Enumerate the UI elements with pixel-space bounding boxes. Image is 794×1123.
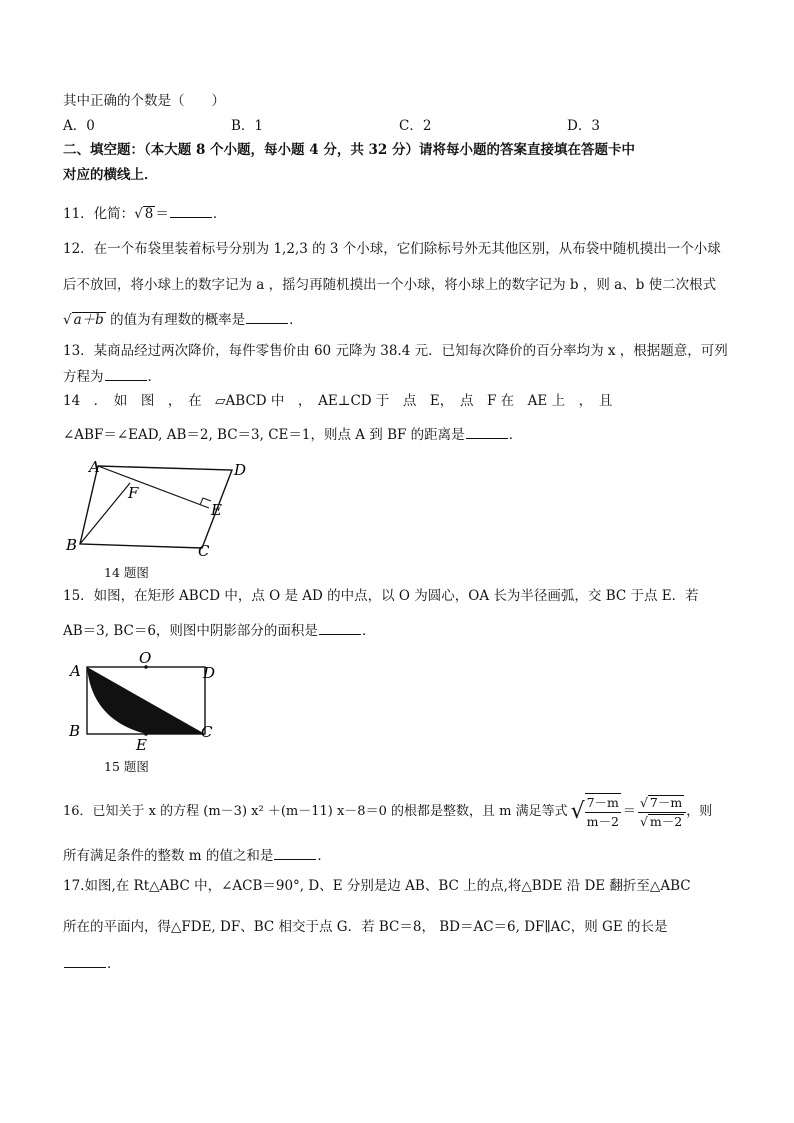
label-d: D <box>234 461 247 479</box>
q12-line2: 后不放回，将小球上的数字记为 a ，摇匀再随机摸出一个小球，将小球上的数字记为 b ，则 a、b 使二次根式 <box>63 277 717 293</box>
q16-text: 16．已知关于 x 的方程 (m－3) x² ＋(m－11) x－8＝0 的根都是整数，且 m 满足等式 <box>63 804 568 819</box>
q17-line1: 17.如图,在 Rt△ABC 中，∠ACB＝90°, D、E 分别是边 AB、BC 上的点,将△BDE 沿 DE 翻折至△ABC <box>63 878 691 894</box>
q11-end: ． <box>212 206 227 222</box>
q13-text: 方程为 <box>63 369 104 385</box>
label-c: C <box>198 542 210 560</box>
sqrt-symbol: √ <box>570 799 585 824</box>
q15-figure <box>62 648 227 756</box>
answer-blank[interactable] <box>170 203 212 218</box>
label-a: A <box>89 458 100 476</box>
q16-end: ． <box>317 848 331 864</box>
q16-sqrt-numerator: √ 7－m <box>638 794 686 813</box>
q11 <box>63 203 226 223</box>
q10-option-a: A．0 <box>63 118 95 134</box>
q16-denominator-radicand: m－2 <box>649 813 683 829</box>
label-b: B <box>66 536 78 554</box>
label-d: D <box>203 664 216 682</box>
q14-figure <box>62 452 252 564</box>
q16-equals: ＝ <box>622 804 636 819</box>
q15-text: AB＝3, BC＝6，则图中阴影部分的面积是 <box>63 623 318 639</box>
q13-line1: 13．某商品经过两次降价，每件零售价由 60 元降为 38.4 元．已知每次降价的百分率均为 x ，根据题意，可列 <box>63 343 728 359</box>
q12-radicand: a＋b <box>73 312 104 328</box>
q16-fraction-right <box>638 794 686 831</box>
q10-option-b: B．1 <box>231 118 264 134</box>
q14-line2 <box>63 424 522 444</box>
label-e: E <box>136 736 147 754</box>
q13-end: ． <box>147 369 161 385</box>
q11-equals: ＝ <box>155 206 169 222</box>
q11-prefix: 11．化简： <box>63 206 135 222</box>
q14-text: ∠ABF＝∠EAD, AB＝2, BC＝3, CE＝1，则点 A 到 BF 的距离是 <box>63 427 465 443</box>
q16-text-end: ，则 <box>686 804 713 819</box>
q10-stem: 其中正确的个数是（ ） <box>63 93 225 109</box>
answer-blank[interactable] <box>466 424 508 439</box>
q12-line1: 12．在一个布袋里装着标号分别为 1,2,3 的 3 个小球，它们除标号外无其他区别，从布袋中随机摸出一个小球 <box>63 241 721 257</box>
answer-blank[interactable] <box>246 309 288 324</box>
label-a: A <box>70 662 81 680</box>
section2-heading: 二、填空题：（本大题 8 个小题，每小题 4 分，共 32 分）请将每小题的答案直接填在答题卡中 <box>63 142 636 158</box>
q13-line2 <box>63 366 161 386</box>
q16-denominator: m－2 <box>586 814 619 829</box>
right-angle-mark <box>200 498 211 505</box>
parallelogram-abcd <box>80 466 232 548</box>
q15-end: ． <box>361 623 376 639</box>
q16-sqrt-denominator: √ m－2 <box>639 813 683 829</box>
q10-option-c: C．2 <box>399 118 432 134</box>
answer-blank[interactable] <box>319 620 361 635</box>
sqrt-symbol: √ <box>134 206 143 222</box>
label-e: E <box>211 501 222 519</box>
label-f: F <box>128 484 139 502</box>
q17-line3 <box>63 953 121 973</box>
answer-blank[interactable] <box>105 366 147 381</box>
label-b: B <box>69 722 81 740</box>
q16-fraction-left <box>585 793 621 831</box>
sqrt-symbol: √ <box>63 312 72 328</box>
answer-blank[interactable] <box>64 953 106 968</box>
q16-numerator: 7－m <box>585 794 621 813</box>
q15-line1: 15．如图，在矩形 ABCD 中，点 O 是 AD 的中点，以 O 为圆心，OA 长为半径画弧，交 BC 于点 E．若 <box>63 588 699 604</box>
answer-blank[interactable] <box>274 845 316 860</box>
q12-end: ． <box>289 312 303 328</box>
q16-line2 <box>63 845 331 865</box>
q10-option-d: D．3 <box>567 118 600 134</box>
q17-end: ． <box>107 956 121 972</box>
q12-text: 的值为有理数的概率是 <box>105 312 246 328</box>
shaded-region <box>87 667 205 734</box>
q17-line2: 所在的平面内，得△FDE, DF、BC 相交于点 G．若 BC＝8， BD＝AC＝6, DF∥AC，则 GE 的长是 <box>63 919 668 935</box>
q15-line2 <box>63 620 375 640</box>
q11-radicand: 8 <box>144 206 154 222</box>
q12-line3 <box>63 309 303 329</box>
q14-line1: 14 ． 如 图 ， 在 ▱ABCD 中 ， AE⊥CD 于 点 E， 点 F 在 AE 上 ， 且 <box>63 393 613 409</box>
label-o: O <box>139 649 152 667</box>
q16-numerator-radicand: 7－m <box>649 794 683 810</box>
section2-heading-cont: 对应的横线上． <box>63 167 158 183</box>
q15-caption: 15 题图 <box>104 759 149 774</box>
label-c: C <box>201 723 213 741</box>
q14-end: ． <box>508 427 523 443</box>
q14-caption: 14 题图 <box>104 565 149 580</box>
q16-line1 <box>63 792 712 832</box>
q16-text2: 所有满足条件的整数 m 的值之和是 <box>63 848 274 864</box>
